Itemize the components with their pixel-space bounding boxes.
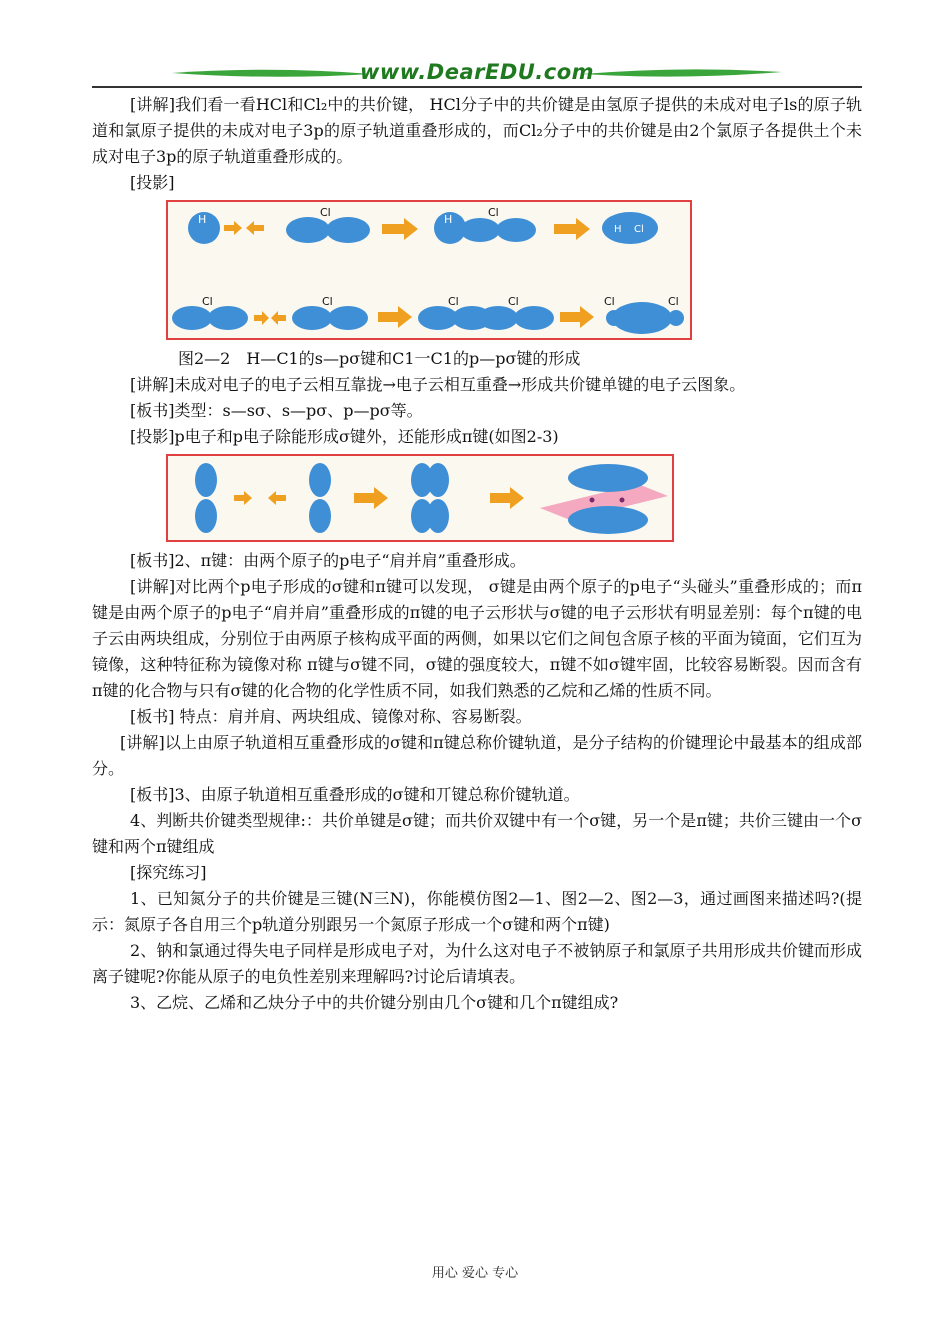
arrow-right-icon bbox=[254, 311, 269, 325]
arrow-right-icon bbox=[382, 218, 418, 240]
cl-outer-lobe bbox=[668, 310, 684, 326]
cl-label: Cl bbox=[634, 224, 644, 235]
arrow-right-icon bbox=[354, 487, 388, 509]
cl-p-orbital-left-lobe bbox=[292, 306, 332, 330]
exercise-1: 1、已知氮分子的共价键是三键(N三N)，你能模仿图2—1、图2—2、图2—3，通过画图来描述吗?(提示：氮原子各自用三个p轨道分别跟另一个氮原子形成一个σ键和两个π键) bbox=[92, 889, 862, 934]
cl-p-orbital-left-lobe bbox=[460, 218, 500, 242]
cl-p-orbital-right-lobe bbox=[208, 306, 248, 330]
paragraph-types: [板书]类型：s—sσ、s—pσ、p—pσ等。 bbox=[130, 401, 423, 420]
arrow-right-icon bbox=[560, 306, 594, 328]
header-rule bbox=[92, 86, 862, 88]
figure-p-p-pi bbox=[166, 454, 674, 542]
nucleus-dot bbox=[620, 498, 625, 503]
p-orbital-lower-lobe bbox=[195, 499, 217, 533]
arrow-right-icon bbox=[378, 306, 412, 328]
cl-p-orbital-right-lobe bbox=[496, 218, 536, 242]
paragraph-compare-sigma-pi: [讲解]对比两个p电子形成的σ键和π键可以发现， σ键是由两个原子的p电子“头碰头”重叠形成的；而π键是由两个原子的p电子“肩并肩”重叠形成的π键的电子云形状与σ键的电子云形状有明显差别：每个π键的电子云由两块组成，分别位于由两原子核构成平面的两侧，如果以它们之间包含原子核的平面为镜面，它们互为镜像，这种特征称为镜像对称 π键与σ键不同，σ键的强度较大，π键不如σ键牢固，比较容易断裂。因而含有π键的化合物与只有σ键的化合物的化学性质不同，如我们熟悉的乙烷和乙烯的性质不同。 bbox=[92, 577, 862, 700]
h-label: H bbox=[444, 213, 453, 226]
nucleus-dot bbox=[590, 498, 595, 503]
cl-label: Cl bbox=[202, 295, 213, 308]
paragraph-valence-orbital: [讲解]以上由原子轨道相互重叠形成的σ键和π键总称价键轨道，是分子结构的价键理论中最基本的组成部分。 bbox=[92, 733, 862, 778]
cl-label: Cl bbox=[322, 295, 333, 308]
document-body bbox=[92, 92, 862, 1016]
cl-label: Cl bbox=[448, 295, 459, 308]
p-orbital-upper-lobe bbox=[427, 463, 449, 497]
site-logo: www.DearEDU.com bbox=[359, 60, 595, 84]
paragraph-valence-orbital-board: [板书]3、由原子轨道相互重叠形成的σ键和丌键总称价键轨道。 bbox=[130, 785, 580, 804]
paragraph-exercise-heading: [探究练习] bbox=[130, 863, 207, 882]
exercise-2: 2、钠和氯通过得失电子同样是形成电子对，为什么这对电子不被钠原子和氯原子共用形成共价键而形成离子键呢?你能从原子的电负性差别来理解吗?讨论后请填表。 bbox=[92, 941, 862, 986]
paragraph-projection-1: [投影] bbox=[130, 173, 175, 192]
cl-label: Cl bbox=[320, 206, 331, 219]
p-orbital-upper-lobe bbox=[309, 463, 331, 497]
cl-p-orbital-left-lobe bbox=[478, 306, 518, 330]
arrow-left-icon bbox=[246, 221, 264, 235]
paragraph-explain-overlap: [讲解]未成对电子的电子云相互靠拢→电子云相互重叠→形成共价键单键的电子云图象。 bbox=[130, 375, 746, 394]
cl-p-orbital-left-lobe bbox=[286, 217, 330, 243]
arrow-left-icon bbox=[268, 491, 286, 505]
cl2-bond-cloud bbox=[612, 302, 672, 334]
figure-s-p-sigma bbox=[166, 200, 692, 340]
figure-caption: 图2—2 H—C1的s—pσ键和C1一C1的p—pσ键的形成 bbox=[178, 349, 581, 368]
h-label: H bbox=[614, 224, 622, 235]
cl-label: Cl bbox=[668, 295, 679, 308]
cl-p-orbital-right-lobe bbox=[514, 306, 554, 330]
arrow-right-icon bbox=[490, 487, 524, 509]
cl-label: Cl bbox=[488, 206, 499, 219]
cl-p-orbital-right-lobe bbox=[328, 306, 368, 330]
pi-bond-upper-cloud bbox=[568, 464, 648, 492]
arrow-right-icon bbox=[554, 218, 590, 240]
cl-p-orbital-left-lobe bbox=[172, 306, 212, 330]
paragraph-rule: 4、判断共价键类型规律:：共价单键是σ键；而共价双键中有一个σ键，另一个是π键；共价三键由一个σ键和两个π键组成 bbox=[92, 811, 862, 856]
p-orbital-lower-lobe bbox=[427, 499, 449, 533]
cl-label: Cl bbox=[604, 295, 615, 308]
paragraph-pi-bond-def: [板书]2、π键：由两个原子的p电子“肩并肩”重叠形成。 bbox=[130, 551, 526, 570]
hcl-bond-cloud bbox=[602, 212, 658, 244]
exercise-3: 3、乙烷、乙烯和乙炔分子中的共价键分别由几个σ键和几个π键组成? bbox=[130, 993, 619, 1012]
paragraph-projection-2: [投影]p电子和p电子除能形成σ键外，还能形成π键(如图2-3) bbox=[130, 427, 559, 446]
page-header bbox=[92, 58, 862, 92]
page-footer: 用心 爱心 专心 bbox=[431, 1266, 519, 1281]
paragraph-hcl-cl2: [讲解]我们看一看HCl和Cl₂中的共价键， HCl分子中的共价键是由氢原子提供的未成对电子ls的原子轨道和氯原子提供的未成对电子3p的原子轨道重叠形成的，而Cl₂分子中的共价键是由2个氯原子各提供土个未成对电子3p的原子轨道重叠形成的。 bbox=[92, 95, 862, 166]
arrow-left-icon bbox=[271, 311, 286, 325]
h-label: H bbox=[198, 213, 207, 226]
cl-p-orbital-right-lobe bbox=[326, 217, 370, 243]
p-orbital-lower-lobe bbox=[309, 499, 331, 533]
p-orbital-upper-lobe bbox=[195, 463, 217, 497]
arrow-right-icon bbox=[224, 221, 242, 235]
cl-label: Cl bbox=[508, 295, 519, 308]
arrow-right-icon bbox=[234, 491, 252, 505]
paragraph-features: [板书] 特点：肩并肩、两块组成、镜像对称、容易断裂。 bbox=[130, 707, 532, 726]
pi-bond-lower-cloud bbox=[568, 506, 648, 534]
